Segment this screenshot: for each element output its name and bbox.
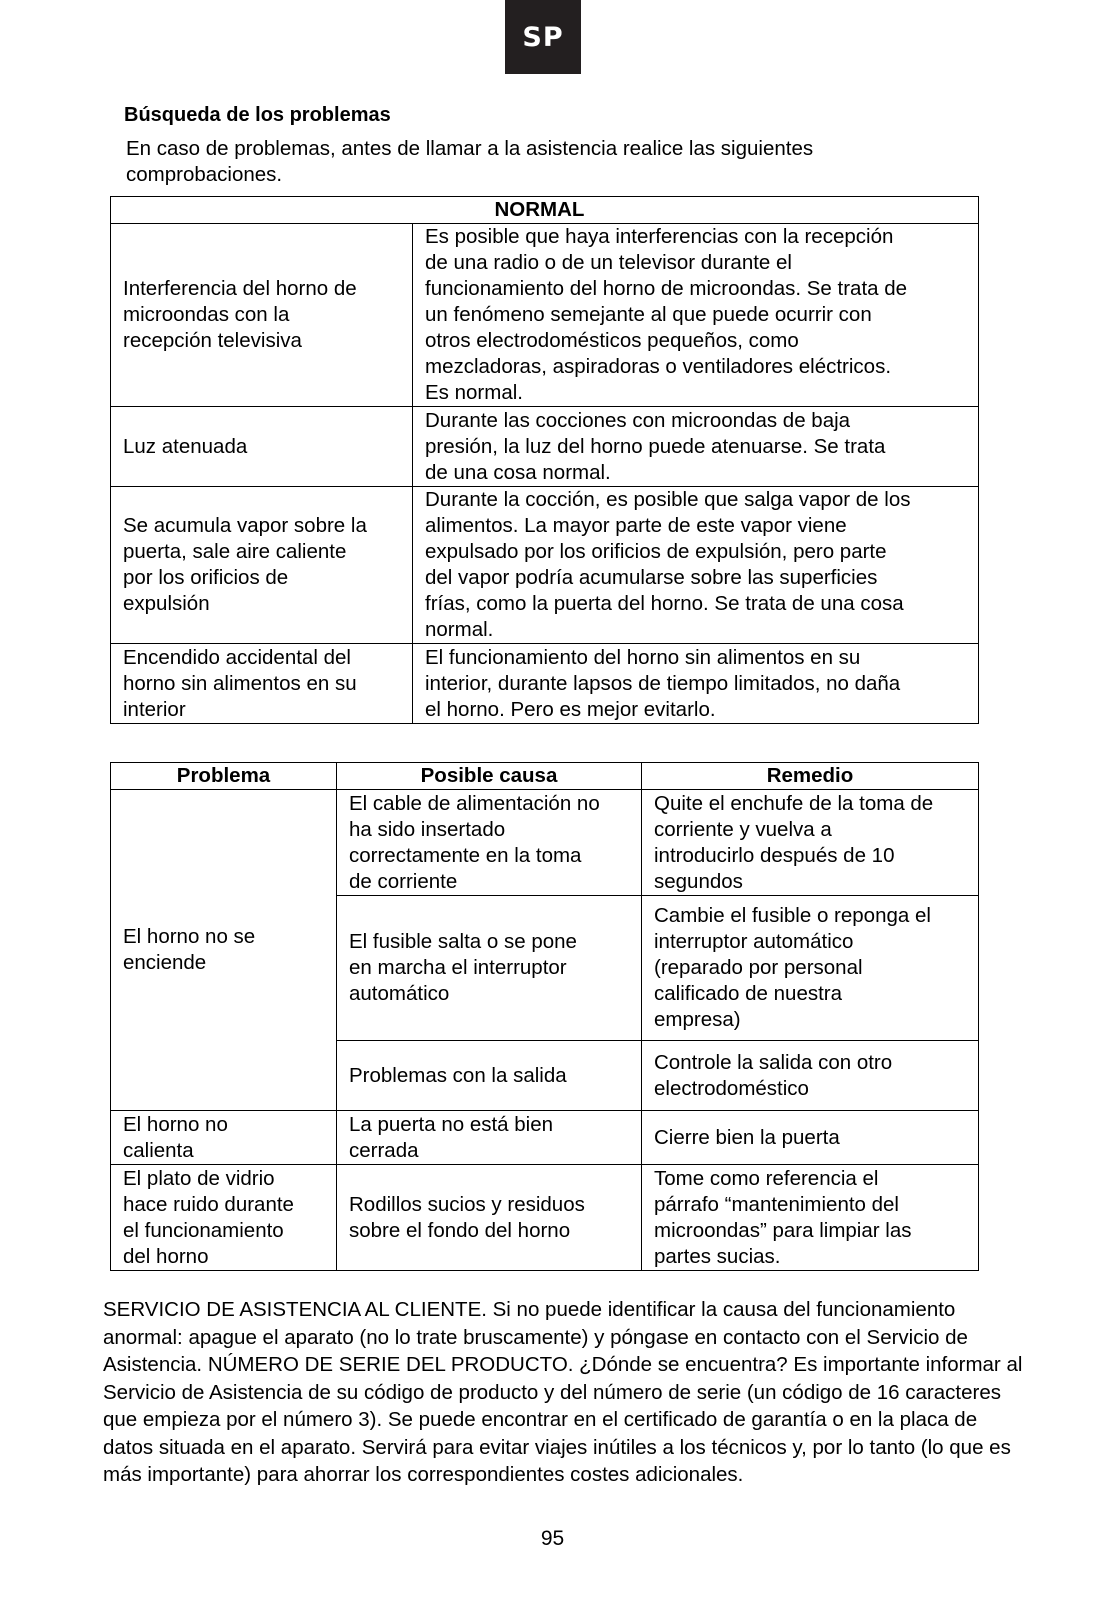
remedy-cell [642, 896, 979, 1041]
page-number: 95 [540, 1527, 565, 1550]
section-intro: En caso de problemas, antes de llamar a la asistencia realice las siguientes comprobaciones. [126, 137, 814, 186]
remedy-text: Tome como referencia el párrafo “mantenimiento del microondas” para limpiar las partes sucias. [654, 1166, 912, 1268]
customer-service-paragraph: SERVICIO DE ASISTENCIA AL CLIENTE. Si no puede identificar la causa del funcionamiento anormal: apague el aparato (no lo trate bruscamente) y póngase en contacto con el Servicio de Asistencia. NÚMERO DE SERIE DEL PRODUCTO. ¿Dónde se encuentra? Es importante informar al Servicio de Asistencia de su código de producto y del número de serie (un código de 16 caracteres que empieza por el número 3). Se puede encontrar en el certificado de garantía o en la placa de datos situada en el aparato. Servirá para evitar viajes inútiles a los técnicos y, por lo tanto (lo que es más importante) para ahorrar los correspondientes costes adicionales. [103, 1298, 1023, 1486]
problem-column-header: Problema [111, 763, 337, 790]
section-title: Búsqueda de los problemas [124, 104, 391, 126]
remedy-text: Quite el enchufe de la toma de corriente y vuelva a introducirlo después de 10 segundos [654, 791, 934, 893]
remedy-cell [642, 790, 979, 896]
troubleshooting-table [110, 762, 979, 1271]
normal-explanation-text: El funcionamiento del horno sin alimentos en su interior, durante lapsos de tiempo limitados, no daña el horno. Pero es mejor evitarlo. [425, 645, 901, 721]
remedy-text: Controle la salida con otro electrodoméstico [654, 1050, 893, 1100]
cause-cell [337, 896, 642, 1041]
cause-cell [337, 1111, 642, 1165]
cause-text: El cable de alimentación no ha sido insertado correctamente en la toma de corriente [349, 791, 600, 893]
normal-explanation-text: Durante las cocciones con microondas de baja presión, la luz del horno puede atenuarse. Se trata de una cosa normal. [425, 408, 886, 484]
problem-cell [111, 1165, 337, 1271]
remedy-cell [642, 1111, 979, 1165]
problem-text: El plato de vidrio hace ruido durante el funcionamiento del horno [123, 1166, 294, 1268]
cause-cell [337, 1041, 642, 1111]
cause-text: La puerta no está bien cerrada [349, 1112, 554, 1162]
normal-table-header: NORMAL [413, 197, 979, 224]
normal-explanation-cell [413, 224, 979, 407]
cause-text: Rodillos sucios y residuos sobre el fondo del horno [349, 1192, 585, 1242]
normal-symptom-cell [111, 487, 413, 644]
remedy-cell [642, 1165, 979, 1271]
normal-explanation-cell [413, 644, 979, 724]
remedy-cell [642, 1041, 979, 1111]
normal-symptom-cell [111, 644, 413, 724]
normal-symptom-text: Luz atenuada [123, 434, 248, 458]
cause-column-header: Posible causa [337, 763, 642, 790]
normal-explanation-text: Durante la cocción, es posible que salga vapor de los alimentos. La mayor parte de este vapor viene expulsado por los orificios de expulsión, pero parte del vapor podría acumularse sobre las superficies frías, como la puerta del horno. Se trata de una cosa normal. [425, 488, 911, 641]
problem-text: El horno no se enciende [123, 925, 256, 974]
cause-cell [337, 1165, 642, 1271]
normal-symptom-text: Se acumula vapor sobre la puerta, sale aire caliente por los orificios de expulsión [123, 514, 367, 615]
normal-symptom-text: Interferencia del horno de microondas con la recepción televisiva [123, 277, 357, 352]
problem-cell [111, 790, 337, 1111]
remedy-text: Cambie el fusible o reponga el interruptor automático (reparado por personal calificado de nuestra empresa) [654, 904, 931, 1031]
normal-explanation-cell [413, 487, 979, 644]
normal-explanation-text: Es posible que haya interferencias con la recepción de una radio o de un televisor durante el funcionamiento del horno de microondas. Se trata de un fenómeno semejante al que puede ocurrir con otros electrodomésticos pequeños, como mezcladoras, aspiradoras o ventiladores eléctricos. Es normal. [425, 225, 908, 404]
problem-text: El horno no calienta [123, 1112, 228, 1162]
normal-explanation-cell [413, 407, 979, 487]
normal-symptom-cell [111, 224, 413, 407]
remedy-column-header: Remedio [642, 763, 979, 790]
cause-text: El fusible salta o se pone en marcha el interruptor automático [349, 930, 577, 1005]
cause-cell [337, 790, 642, 896]
normal-symptom-cell [111, 407, 413, 487]
normal-table-blank-header [111, 197, 413, 224]
normal-symptom-text: Encendido accidental del horno sin alimentos en su interior [123, 645, 357, 721]
normal-behaviour-table [110, 196, 979, 724]
cause-text: Problemas con la salida [349, 1063, 567, 1087]
language-badge: SP [505, 0, 581, 74]
problem-cell [111, 1111, 337, 1165]
remedy-text: Cierre bien la puerta [654, 1125, 840, 1149]
